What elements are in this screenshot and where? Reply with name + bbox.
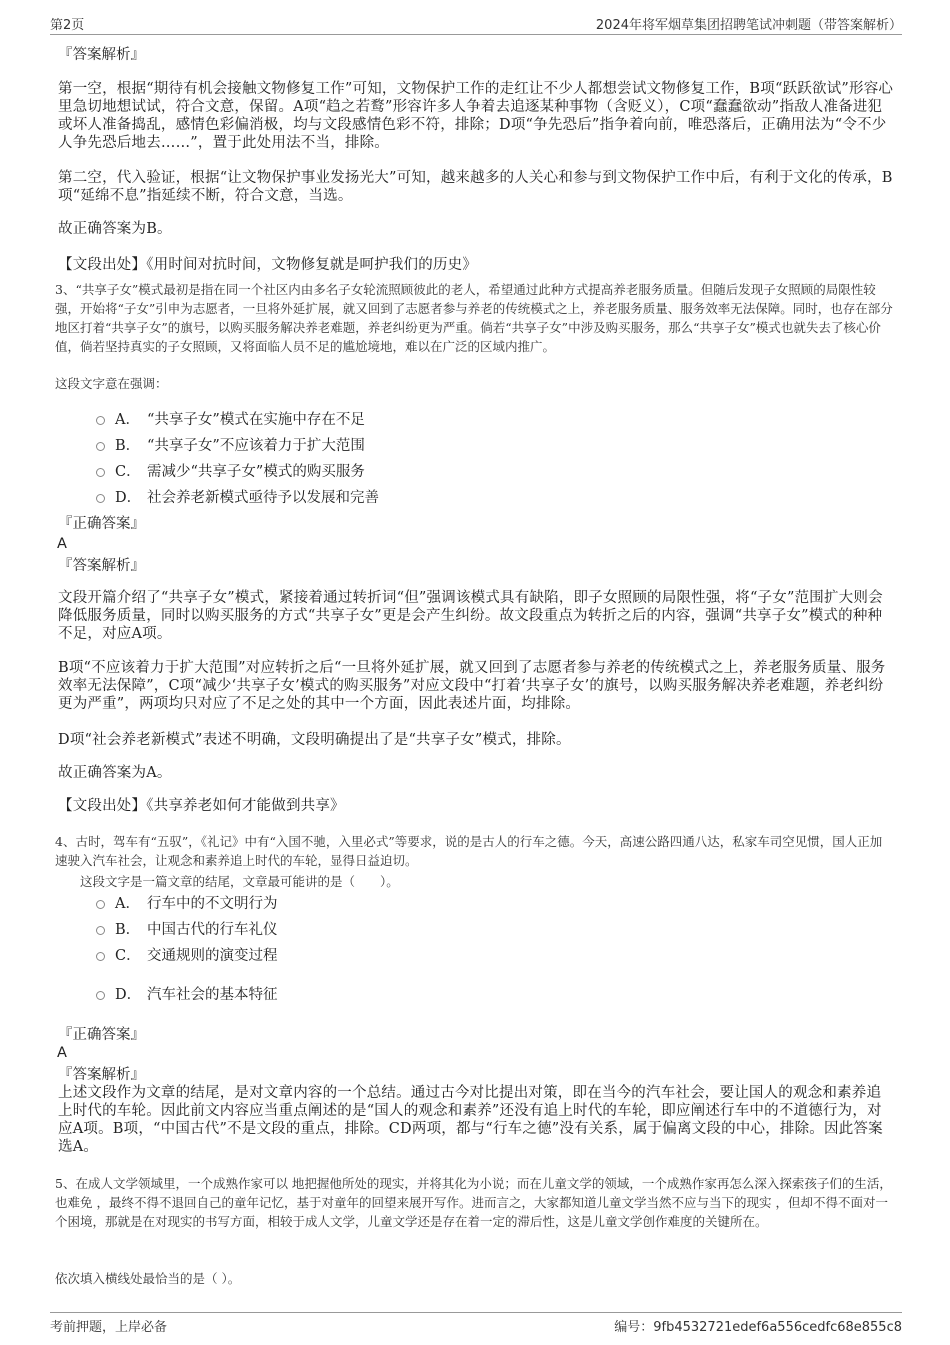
q4-correct-label: 『正确答案』 [58,1027,145,1043]
radio-icon[interactable] [96,494,105,503]
q3-analysis-label: 『答案解析』 [58,558,145,574]
q3-correct-label: 『正确答案』 [58,516,145,532]
q4-option-c[interactable]: C． 交通规则的演变过程 [96,947,278,965]
q5-prompt: 依次填入横线处最恰当的是（ ）。 [55,1271,241,1286]
q2-conclusion: 故正确答案为B。 [58,221,172,237]
q3-analysis-paragraph-3: D项“社会养老新模式”表述不明确，文段明确提出了是“共享子女”模式，排除。 [58,732,571,748]
q4-prompt: 这段文字是一篇文章的结尾，文章最可能讲的是（ ）。 [80,874,399,889]
q3-prompt: 这段文字意在强调： [55,376,168,391]
option-text: 汽车社会的基本特征 [147,987,278,1003]
page-header [50,12,902,35]
q3-stem: 3、“共享子女”模式最初是指在同一个社区内由多名子女轮流照顾彼此的老人，希望通过此种方式提高养老服务质量。但随后发现子女照顾的局限性较强，开始将“子女”引申为志愿者，一旦将外延扩展，就又回到了志愿者参与养老的传统模式之上，养老服务质量、服务效率无法保障。同时，也存在部分地区打着“共享子女”的旗号，以购买服务解决养老难题，养老纠纷更为严重。倘若“共享子女”中涉及购买服务，那么“共享子女”模式也就失去了核心价值，倘若坚持真实的子女照顾，又将面临人员不足的尴尬境地，难以在广泛的区域内推广。 [55,282,893,354]
q2-analysis-label: 『答案解析』 [58,47,145,63]
q2-analysis-paragraph-2: 第二空，代入验证，根据“让文物保护事业发扬光大”可知，越来越多的人关心和参与到文物保护工作中后，有利于文化的传承，B项“延绵不息”指延续不断，符合文意，当选。 [58,170,893,204]
q4-option-d[interactable]: D． 汽车社会的基本特征 [96,986,278,1004]
q3-option-d[interactable]: D． 社会养老新模式亟待予以发展和完善 [96,489,379,507]
radio-icon[interactable] [96,468,105,477]
option-text: 需减少“共享子女”模式的购买服务 [147,464,365,480]
option-text: “共享子女”不应该着力于扩大范围 [147,438,365,454]
q4-option-a[interactable]: A． 行车中的不文明行为 [96,895,278,913]
page-footer [50,1312,902,1335]
q3-source: 【文段出处】《共享养老如何才能做到共享》 [58,798,345,814]
q4-option-b[interactable]: B． 中国古代的行车礼仪 [96,921,278,939]
footer-slogan: 考前押题，上岸必备 [50,1320,168,1335]
q5-stem: 5、在成人文学领域里，一个成熟作家可以 地把握他所处的现实，并将其化为小说；而在儿童文学的领域，一个成熟作家再怎么深入探索孩子们的生活，也难免 ，最终不得不退回自己的童年记忆，基于对童年的回望来展开写作。进而言之，大家都知道儿童文学当然不应与当下的现实 ，但却不得不面对一个困境，那就是在对现实的书写方面，相较于成人文学，儿童文学还是存在着一定的滞后性，这是儿童文学创作难度的关键所在。 [55,1176,892,1229]
q3-conclusion: 故正确答案为A。 [58,765,172,781]
q3-option-c[interactable]: C． 需减少“共享子女”模式的购买服务 [96,463,365,481]
radio-icon[interactable] [96,991,105,1000]
q2-analysis-paragraph-1: 第一空，根据“期待有机会接触文物修复工作”可知，文物保护工作的走红让不少人都想尝试文物修复工作，B项“跃跃欲试”形容心里急切地想试试，符合文意，保留。A项“趋之若鹜”形容许多人争着去追逐某种事物（含贬义），C项“蠢蠢欲动”指敌人准备进犯或坏人准备捣乱，感情色彩偏消极，均与文段感情色彩不符，排除；D项“争先恐后”指争着向前，唯恐落后，正确用法为“令不少人争先恐后地去……”，置于此处用法不当，排除。 [58,81,894,151]
document-title: 2024年将军烟草集团招聘笔试冲刺题（带答案解析） [595,18,902,33]
q2-source: 【文段出处】《用时间对抗时间，文物修复就是呵护我们的历史》 [58,257,478,273]
q4-analysis-paragraph: 上述文段作为文章的结尾，是对文章内容的一个总结。通过古今对比提出对策，即在当今的汽车社会，要让国人的观念和素养追上时代的车轮。因此前文内容应当重点阐述的是“国人的观念和素养”还没有追上时代的车轮，即应阐述行车中的不道德行为，对应A项。B项，“中国古代”不是文段的重点，排除。CD两项，都与“行车之德”没有关系，属于偏离文段的中心，排除。因此答案选A。 [58,1085,883,1155]
q3-option-b[interactable]: B． “共享子女”不应该着力于扩大范围 [96,437,365,455]
q3-analysis-paragraph-1: 文段开篇介绍了“共享子女”模式，紧接着通过转折词“但”强调该模式具有缺陷，即子女照顾的局限性强，将“子女”范围扩大则会降低服务质量，同时以购买服务的方式“共享子女”更是会产生纠纷。故文段重点为转折之后的内容，强调“共享子女”模式的种种不足，对应A项。 [58,590,883,642]
q4-analysis-label: 『答案解析』 [58,1067,145,1083]
option-text: 行车中的不文明行为 [147,896,278,912]
option-text: 交通规则的演变过程 [147,948,278,964]
radio-icon[interactable] [96,926,105,935]
radio-icon[interactable] [96,416,105,425]
q3-analysis-paragraph-2: B项“不应该着力于扩大范围”对应转折之后“一旦将外延扩展，就又回到了志愿者参与养老的传统模式之上，养老服务质量、服务效率无法保障”，C项“减少‘共享子女’模式的购买服务”对应文段中“打着‘共享子女’的旗号，以购买服务解决养老难题，养老纠纷更为严重”，两项均只对应了不足之处的其中一个方面，因此表述片面，均排除。 [58,660,886,712]
document-id: 编号：9fb4532721edef6a556cedfc68e855c8 [614,1320,902,1335]
radio-icon[interactable] [96,952,105,961]
option-text: 社会养老新模式亟待予以发展和完善 [147,490,379,506]
q3-correct-answer: A [57,536,67,552]
q4-correct-answer: A [57,1045,67,1061]
q3-option-a[interactable]: A． “共享子女”模式在实施中存在不足 [96,411,365,429]
option-text: 中国古代的行车礼仪 [147,922,278,938]
radio-icon[interactable] [96,900,105,909]
radio-icon[interactable] [96,442,105,451]
q4-stem: 4、古时，驾车有“五驭”，《礼记》中有“入国不驰，入里必式”等要求，说的是古人的行车之德。今天，高速公路四通八达，私家车司空见惯，国人正加速驶入汽车社会，让观念和素养追上时代的车轮，显得日益迫切。 [55,834,883,868]
page-number: 第2页 [50,18,85,33]
option-text: “共享子女”模式在实施中存在不足 [147,412,365,428]
